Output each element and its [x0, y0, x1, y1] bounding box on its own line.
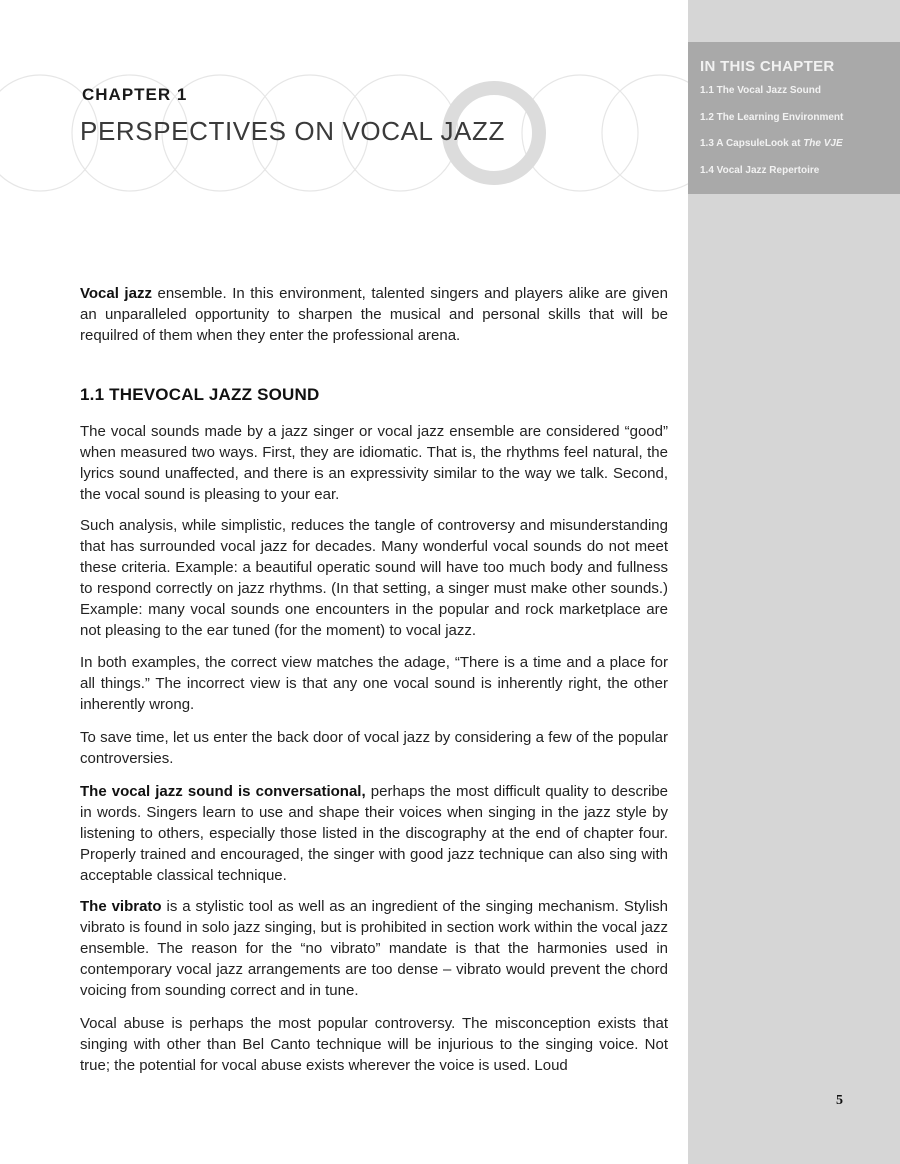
- body-paragraph: The vocal jazz sound is conversational, perhaps the most difficult quality to describe in words. Singers learn to use and shape their voices when singing in the jazz style by listening to others, especially those listed in the discography at the end of chapter four. Properly trained and encouraged, the singer with good jazz technique can also sing with acceptable classical technique.: [80, 783, 668, 884]
- body-paragraph: To save time, let us enter the back door of vocal jazz by considering a few of the popular controversies.: [80, 729, 668, 767]
- chapter-contents-item: 1.1 The Vocal Jazz Sound: [700, 85, 821, 96]
- body-paragraph: In both examples, the correct view matches the adage, “There is a time and a place for all things.” The incorrect view is that any one vocal sound is inherently right, the other inherently wrong.: [80, 654, 668, 713]
- section-heading: 1.1 THEVOCAL JAZZ SOUND: [80, 385, 320, 404]
- page-number: 5: [836, 1093, 843, 1108]
- chapter-contents-item: 1.4 Vocal Jazz Repertoire: [700, 164, 820, 176]
- chapter-title: PERSPECTIVES ON VOCAL JAZZ: [80, 116, 505, 146]
- body-paragraph: The vibrato is a stylistic tool as well as an ingredient of the singing mechanism. Stylish vibrato is found in solo jazz singing, but is prohibited in section work within the vocal jazz ensemble. The reason for the “no vibrato” mandate is that the harmonies used in contemporary vocal jazz arrangements are too dense – vibrato would prevent the chord voicing from sounding correct and in tune.: [80, 898, 668, 999]
- body-paragraph: The vocal sounds made by a jazz singer or vocal jazz ensemble are considered “good” when measured two ways. First, they are idiomatic. That is, the rhythms feel natural, the lyrics sound unaffected, and there is an expressivity similar to the way we talk. Second, the vocal sound is pleasing to your ear.: [80, 423, 668, 503]
- chapter-label: CHAPTER 1: [82, 85, 188, 104]
- in-this-chapter-box: [688, 42, 900, 194]
- chapter-contents-item: 1.3 A CapsuleLook at The VJE: [700, 138, 843, 149]
- chapter-contents-item: 1.2 The Learning Environment: [700, 111, 844, 123]
- chapter-contents-list: [700, 85, 900, 191]
- body-paragraph: Such analysis, while simplistic, reduces the tangle of controversy and misunderstanding that has surrounded vocal jazz for decades. Many wonderful vocal sounds do not meet these criteria. Example: a beautiful operatic sound will have too much body and fullness to respond correctly on jazz rhythms. (In that setting, a singer must make other sounds.) Example: many vocal sounds one encounters in the popular and rock marketplace are not pleasing to the ear tuned (for the moment) to vocal jazz.: [80, 517, 668, 639]
- in-this-chapter-title: IN THIS CHAPTER: [700, 58, 835, 75]
- intro-paragraph: Vocal jazz ensemble. In this environment, talented singers and players alike are given an unparalleled opportunity to sharpen the musical and personal skills that will be requilred of them when they enter the professional arena.: [80, 285, 668, 344]
- body-paragraph: Vocal abuse is perhaps the most popular controversy. The misconception exists that singing with other than Bel Canto technique will be injurious to the singing voice. Not true; the potential for vocal abuse exists wherever the voice is used. Loud: [80, 1015, 668, 1074]
